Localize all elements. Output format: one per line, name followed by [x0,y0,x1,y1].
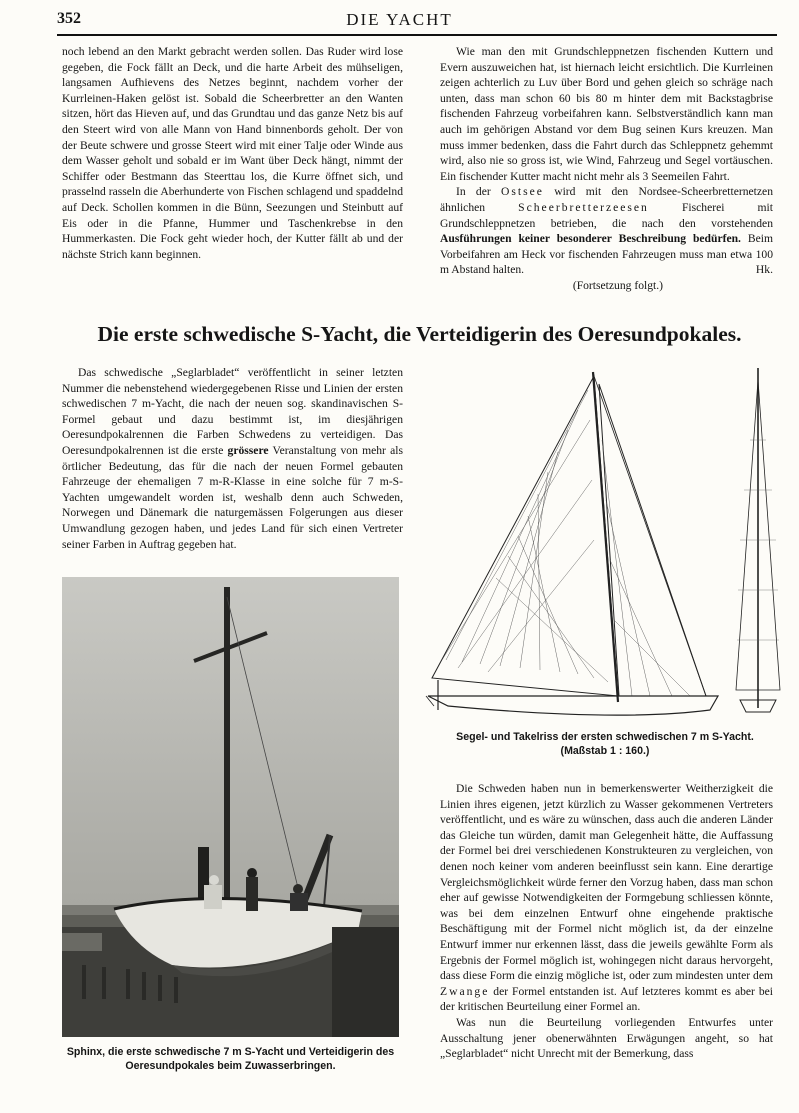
spaced-word: Zwange [440,984,490,998]
text-run: Das schwedische „Seglarbladet“ veröffentlicht in seiner letzten Nummer die nebenstehend wiedergegebenen Risse und Linien der ersten schwedischen 7 m-Yacht, die nach der neuen sog. skandinavischen S-Formel gebaut und dazu bestimmt ist, im diesjährigen Oeresundpokalrennen die Farben Schwedens zu verteidigen. Das Oeresundpokalrennen ist die erste [62,366,403,457]
text-run: Veranstaltung von mehr als örtlicher Bedeutung, das für die nach der neuen Formel gebauten Fahrzeuge der ehemaligen 7 m-R-Klasse in eine solche für 7 m-S-Yachten umgewandelt worden ist, weshalb denn auch Schweden, Norwegen und Dänemark die naturgemässen Folgerungen aus dieser Umwandlung gezogen haben, und jedes Land für sich einen Vertreter seiner Farben in Auftrag gegeben hat. [62,443,403,551]
drawing-caption-scale: (Maßstab 1 : 160.) [560,745,650,757]
bold-text: grössere [227,443,269,457]
drawing-caption [425,730,785,758]
header-rule [57,34,777,36]
article-intro [62,365,403,552]
paragraph: Was nun die Beurteilung vorliegenden Entwurfes unter Ausschaltung jener obenerwähnten Erwägungen angeht, so hat „Seglarbladet“ nicht Unrecht mit der Bemerkung, dass [440,1015,773,1061]
text-run: Fischerei mit Grundschleppnetzen betrieben, die nach den vorstehenden [440,200,773,230]
bold-text: Ausführungen keiner besonderer Beschreibung bedürfen. [440,232,741,246]
photo-caption: Sphinx, die erste schwedische 7 m S-Yacht und Verteidigerin des Oeresundpokales beim Zuwasserbringen. [66,1046,395,1072]
spaced-word: Ostsee [501,185,544,199]
sail-plan-svg [418,360,799,730]
launch-photo [62,577,399,1037]
article-right-column [440,781,773,1062]
left-column-continuation [62,44,403,262]
spaced-word: Scheerbretterzeesen [518,200,649,214]
text-run: Die Schweden haben nun in bemerkenswerter Weitherzigkeit die Linien ihres eigenen, jetzt kürzlich zu Wasser gekommenen Vertreters veröffentlicht, und es wäre zu wünschen, dass auch die anderen Länder das Gleiche tun würden, damit man Gelegenheit hätte, die Auffassung der Formel bei drei verschiedenen Konstrukteuren zu vergleichen, von denen noch keiner vom anderen beeinflusst sein kann. Eine derartige Vergleichsmöglichkeit würde ferner den Vorzug haben, dass man schon eher auf gewisse Notwendigkeiten der Formgebung schliessen könnte, was bei dem einzelnen Entwurf ohne eingehende praktische Beschäftigung mit der Formel nicht möglich ist, da der einzelne Entwurf immer nur erkennen lässt, dass die jeweils gewählte Form als Ergebnis der Formel möglich ist, wohingegen nicht daraus hervorgeht, dass diese Form die einzig mögliche ist, oder zum mindesten unter dem [440,782,773,983]
text-run: In der [456,185,501,199]
page-number: 352 [57,10,81,27]
paragraph [62,365,403,552]
text-run: der Formel entstanden ist. Auf letzteres kommt es aber bei der kritischen Beurteilung einer Formel an. [440,984,773,1014]
paragraph: noch lebend an den Markt gebracht werden sollen. Das Ruder wird lose gegeben, die Fock fällt an Deck, und die harte Arbeit des mühseligen, langsamen Aufhievens des Netzes beginnt, nachdem vorher der Kurrleinen-Haken gelöst ist. Sobald die Scheerbretter an den Wanten sitzen, hört das Hieven auf, und das Grundtau und das ganze Netz bis auf den Steert wird von alle Mann von Hand binnenbords geholt. Der von der Beute schwere und grosse Steert wird mit einer Talje oder Winde aus dem Wasser geholt und sobald er im Want über Deck hängt, nimmt der Schiffer oder Bestmann das Steerttau los, die Kurre öffnet sich, und prasselnd rasseln die Aberhunderte von Fischen schlagend und spaddelnd auf Deck. Schollen kommen in die Bünn, Seezungen und Steinbutt auf Eis oder in die Pfanne, Hummer und Taschenkrebse in den Hummerkasten. Die Fock geht wieder hoch, der Kutter fällt ab und der nächste Strich kann beginnen. [62,45,403,261]
author-initials: Hk. [755,263,773,277]
running-title: DIE YACHT [346,10,453,29]
article-title: Die erste schwedische S-Yacht, die Verteidigerin des Oeresundpokales. [97,322,742,346]
paragraph: Wie man den mit Grundschleppnetzen fischenden Kuttern und Evern auszuweichen hat, ist hiernach leicht ersichtlich. Die Kurrleinen zeigen achterlich zu Luv über Bord und gehen gleich so schräge nach unten, dass man schon 60 bis 80 m hinter dem mit Backstagbrise fischenden Fahrzeug vorbeifahren kann. Selbstverständlich kann man auch im gehörigen Abstand vor dem Bug seinen Kurs kreuzen. Man muss immer bedenken, dass die Fahrt durch das Schleppnetz gehemmt wird, also nie so gross ist, wie Wind, Fahrzeug und Segel vortäuschen. Ein fischender Kutter macht nicht mehr als 3 Seemeilen Fahrt. [440,45,773,183]
right-column-continuation [440,44,773,294]
text-run: wird mit den Nordsee-Scheerbretternetzen ähnlichen [440,185,773,214]
sail-plan-drawing [418,360,799,730]
text-run: Beim Vorbeifahren am Heck vor fischenden Fahrzeugen muss man etwa 100 m Abstand halten. [440,232,773,277]
launch-photo-svg [62,577,399,1037]
paragraph [440,184,773,278]
drawing-caption-title: Segel- und Takelriss der ersten schwedischen 7 m S-Yacht. [456,731,754,743]
paragraph [440,781,773,1015]
continued-note: (Fortsetzung folgt.) [572,278,663,292]
